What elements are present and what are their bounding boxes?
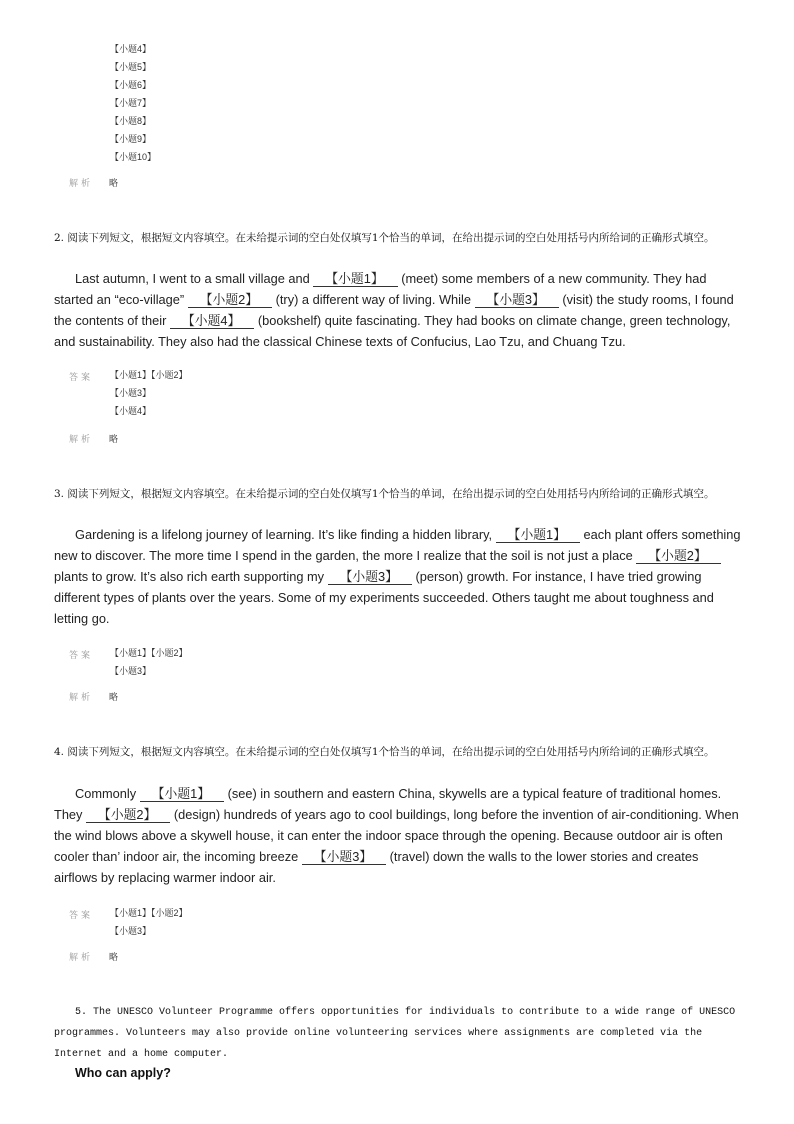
answer-item: 【小题4】 — [110, 406, 152, 416]
answer-label: 答案 — [69, 650, 94, 660]
question-3-heading: 3. 阅读下列短文，根据短文内容填空。在未给提示词的空白处仅填写1个恰当的单词，在给出提示词的空白处用括号内所给词的正确形式填空。 — [54, 488, 715, 500]
question-2-heading: 2. 阅读下列短文，根据短文内容填空。在未给提示词的空白处仅填写1个恰当的单词，在给出提示词的空白处用括号内所给词的正确形式填空。 — [54, 232, 715, 244]
answer-list — [110, 904, 188, 940]
answer-item: 【小题8】 — [110, 116, 152, 126]
answer-item: 【小题10】 — [110, 152, 157, 162]
passage-text: plants to grow. It’s also rich earth supporting my — [54, 569, 325, 584]
blank-3: 【小题3】 — [475, 293, 559, 308]
answer-item: 【小题4】 — [110, 44, 152, 54]
blank-3: 【小题3】 — [328, 570, 412, 585]
analysis-label: 解析 — [69, 434, 94, 444]
answer-item: 【小题7】 — [110, 98, 152, 108]
passage-text: (design) hundreds of years ago to cool buildings, long before the invention of air-conditioning. When the wind blows above a skywell house, it can enter the indoor space through the opening. Because outdoor air is often cooler than’ indoor air, the incoming breeze — [54, 807, 739, 864]
analysis-label: 解析 — [69, 178, 94, 188]
answer-item: 【小题5】 — [110, 62, 152, 72]
top-answer-list — [110, 40, 156, 166]
passage-text: (see) in southern and eastern China, skywells are a typical feature of traditional homes. They — [54, 786, 722, 822]
answer-item: 【小题9】 — [110, 134, 152, 144]
blank-2: 【小题2】 — [188, 293, 272, 308]
blank-1: 【小题1】 — [140, 787, 224, 802]
analysis-row — [69, 950, 119, 963]
blank-1: 【小题1】 — [313, 272, 397, 287]
blank-1: 【小题1】 — [496, 528, 580, 543]
passage-text: (visit) the study rooms, I found the contents of their — [54, 292, 734, 328]
answer-row — [69, 648, 93, 661]
passage-text: (bookshelf) quite fascinating. They had books on climate change, green technology, and sustainability. They also had the classical Chinese texts of Confucius, Lao Tzu, and Chuang Tzu. — [54, 313, 731, 349]
question-4-passage — [54, 783, 744, 888]
question-5-subheading: Who can apply? — [75, 1066, 171, 1080]
answer-item: 【小题6】 — [110, 80, 152, 90]
passage-text: (try) a different way of living. While — [275, 292, 471, 307]
answer-item: 【小题3】 — [110, 926, 152, 936]
blank-2: 【小题2】 — [86, 808, 170, 823]
question-3-passage — [54, 524, 744, 629]
passage-text: each plant offers something new to discover. The more time I spend in the garden, the more I realize that the soil is not just a place — [54, 527, 741, 563]
answer-label: 答案 — [69, 372, 94, 382]
question-5-paragraph: 5. The UNESCO Volunteer Programme offers opportunities for individuals to contribute to a wide range of UNESCO programmes. Volunteers may also provide online volunteering services where assignments are completed via the Internet and a home computer. — [54, 1007, 736, 1060]
passage-text: Gardening is a lifelong journey of learning. It’s like finding a hidden library, — [75, 527, 493, 542]
answer-label: 答案 — [69, 910, 94, 920]
answer-list — [110, 366, 188, 420]
passage-text: Last autumn, I went to a small village and — [75, 271, 310, 286]
answer-row — [69, 370, 93, 383]
analysis-value: 略 — [109, 434, 119, 444]
answer-list — [110, 644, 188, 680]
passage-text: (meet) some members of a new community. They had started an “eco-village” — [54, 271, 707, 307]
question-4-heading: 4. 阅读下列短文，根据短文内容填空。在未给提示词的空白处仅填写1个恰当的单词，在给出提示词的空白处用括号内所给词的正确形式填空。 — [54, 746, 715, 758]
answer-item: 【小题3】 — [110, 666, 152, 676]
answer-item: 【小题1】【小题2】 — [110, 908, 188, 918]
blank-4: 【小题4】 — [170, 314, 254, 329]
question-2-passage — [54, 268, 744, 352]
analysis-row — [69, 176, 119, 189]
analysis-value: 略 — [109, 178, 119, 188]
analysis-value: 略 — [109, 692, 119, 702]
blank-3: 【小题3】 — [302, 850, 386, 865]
answer-row — [69, 908, 93, 921]
analysis-row — [69, 690, 119, 703]
analysis-label: 解析 — [69, 692, 94, 702]
analysis-value: 略 — [109, 952, 119, 962]
analysis-row — [69, 432, 119, 445]
passage-text: (person) growth. For instance, I have tried growing different types of plants over the years. Some of my experiments succeeded. Others taught me about toughness and letting go. — [54, 569, 714, 626]
answer-item: 【小题3】 — [110, 388, 152, 398]
answer-item: 【小题1】【小题2】 — [110, 648, 188, 658]
passage-text: (travel) down the walls to the lower stories and creates airflows by replacing warmer indoor air. — [54, 849, 699, 885]
answer-item: 【小题1】【小题2】 — [110, 370, 188, 380]
analysis-label: 解析 — [69, 952, 94, 962]
passage-text: Commonly — [75, 786, 137, 801]
blank-2: 【小题2】 — [636, 549, 720, 564]
